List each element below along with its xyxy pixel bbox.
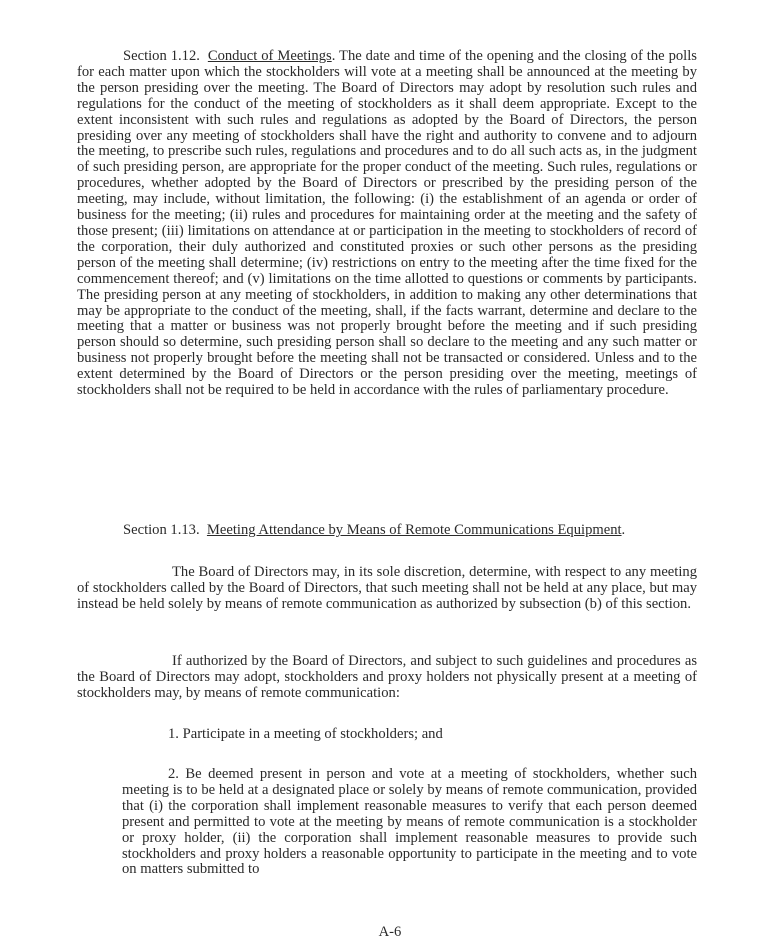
list-item-2: 2. Be deemed present in person and vote at a meeting of stockholders, whether such meeting is to be held at a designated place or solely by means of remote communication, provided that (i) the corporation shall implement reasonable measures to verify that each person deemed present and permitted to vote at the meeting by means of remote communication is a stockholder or proxy holder, (ii) the corporation shall implement reasonable measures to provide such stockholders and proxy holders a reasonable opportunity to participate in the meeting and to vote on matters submitted to [122, 766, 697, 878]
list-item-1: 1. Participate in a meeting of stockholders; and [168, 726, 443, 742]
page-number: A-6 [378, 924, 402, 940]
section-1-13-paragraph-2: If authorized by the Board of Directors, and subject to such guidelines and procedures as the Board of Directors may adopt, stockholders and proxy holders not physically present at a meeting of stockholders may, by means of remote communication: [77, 653, 697, 701]
section-1-12-number: Section 1.12. [123, 48, 200, 64]
section-1-13-paragraph-1: The Board of Directors may, in its sole discretion, determine, with respect to any meeting of stockholders called by the Board of Directors, that such meeting shall not be held at any place, but may instead be held solely by means of remote communication as authorized by subsection (b) of this section. [77, 564, 697, 612]
section-1-12-paragraph [77, 49, 697, 399]
section-1-13-heading: Meeting Attendance by Means of Remote Communications Equipment [206, 522, 622, 538]
section-1-12-heading: Conduct of Meetings [207, 48, 332, 64]
section-1-13-number: Section 1.13. [123, 522, 200, 538]
section-1-12 [77, 49, 697, 399]
section-1-12-body: . The date and time of the opening and the closing of the polls for each matter upon which the stockholders will vote at a meeting shall be announced at the meeting by the person presiding over the meeting. The Board of Directors may adopt by resolution such rules and regulations for the conduct of the meeting of stockholders as it shall deem appropriate. Except to the extent inconsistent with such rules and regulations as adopted by the Board of Directors, the person presiding over any meeting of stockholders shall have the right and authority to convene and to adjourn the meeting, to prescribe such rules, regulations and procedures and to do all such acts as, in the judgment of such presiding person, are appropriate for the proper conduct of the meeting. Such rules, regulations or procedures, whether adopted by the Board of Directors or prescribed by the presiding person of the meeting, may include, without limitation, the following: (i) the establishment of an agenda or order of business for the meeting; (ii) rules and procedures for maintaining order at the meeting and the safety of those present; (iii) limitations on attendance at or participation in the meeting to stockholders of record of the corporation, their duly authorized and constituted proxies or such other persons as the presiding person of the meeting shall determine; (iv) restrictions on entry to the meeting after the time fixed for the commencement thereof; and (v) limitations on the time allotted to questions or comments by participants. The presiding person at any meeting of stockholders, in addition to making any other determinations that may be appropriate to the conduct of the meeting, shall, if the facts warrant, determine and declare to the meeting that a matter or business was not properly brought before the meeting and if such presiding person should so determine, such presiding person shall so declare to the meeting and any such matter or business not properly brought before the meeting shall not be transacted or considered. Unless and to the extent determined by the Board of Directors or the person presiding over the meeting, meetings of stockholders shall not be required to be held in accordance with the rules of parliamentary procedure. [77, 48, 697, 399]
section-1-13-title: Section 1.13. Meeting Attendance by Means of Remote Communications Equipment. [123, 522, 626, 538]
